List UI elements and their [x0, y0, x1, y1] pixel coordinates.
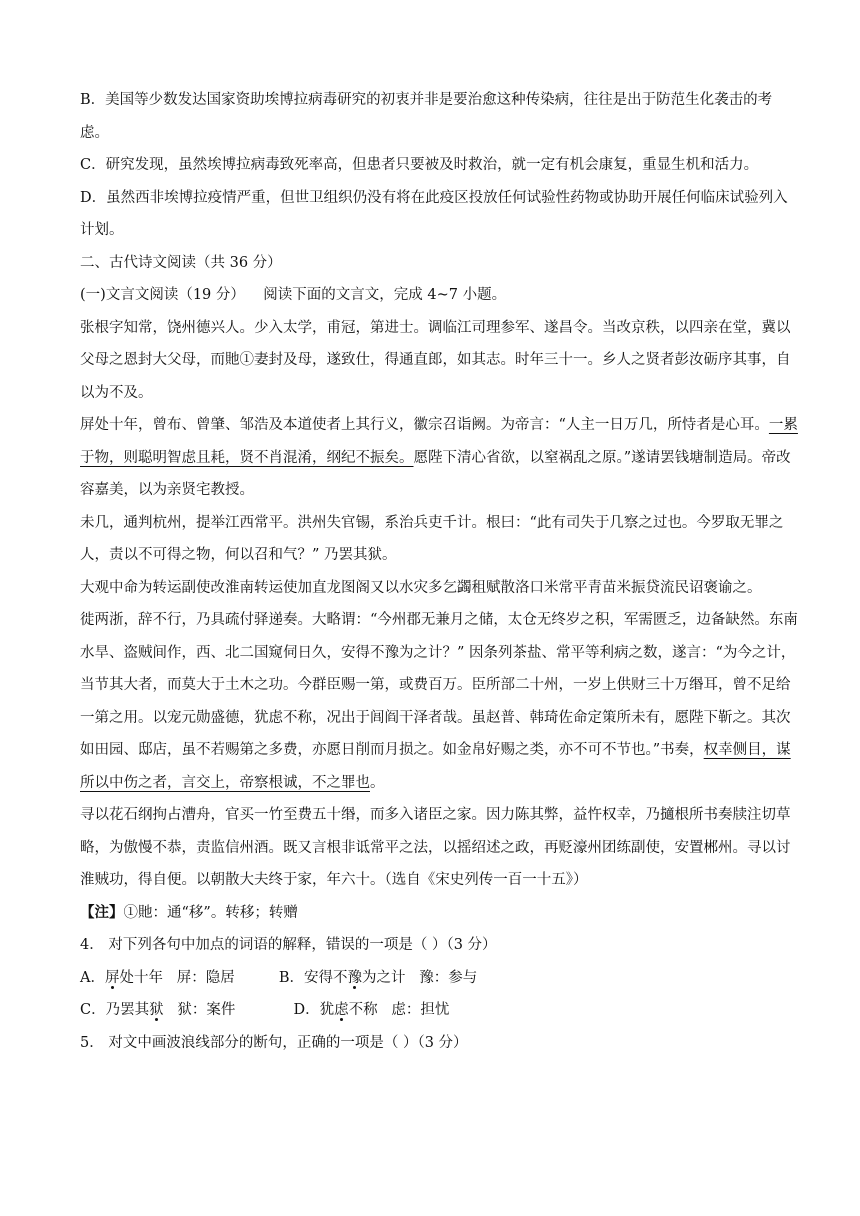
passage-text: 愿陛下清心省欲，以窒祸乱之原。”遂请罢钱塘制造局。帝改容嘉美，以为亲贤宅教授。	[80, 449, 791, 498]
passage-paragraph-4: 大观中命为转运副使改淮南转运使加直龙图阁又以水灾多乞蠲租赋散洛口米常平青苗米振贷流民诏褒谕之。	[80, 579, 762, 596]
footnote	[80, 897, 800, 930]
option-b: B．美国等少数发达国家资助埃博拉病毒研究的初衷并非是要治愈这种传染病，往往是出于防范生化袭击的考虑。	[80, 92, 773, 141]
dotted-char: 狱	[149, 1002, 164, 1018]
passage-text: 。	[370, 774, 385, 791]
underlined-sentence: 权幸侧目，谋所以中伤之者，言交上，帝察根诚，不之罪也	[80, 742, 791, 791]
dotted-char: 虑	[334, 1002, 349, 1018]
option-c-prefix: C．乃罢其	[80, 1002, 150, 1018]
passage-paragraph-3: 未几，通判杭州，提举江西常平。洪州失官锡，系治兵吏千计。根曰：“此有司失于几察之过也。今罗取无罪之人，责以不可得之物，何以召和气？” 乃罢其狱。	[80, 514, 784, 563]
passage-paragraph-5	[80, 604, 800, 799]
option-d-prefix: D．犹	[293, 1002, 335, 1018]
question-5-stem: 5． 对文中画波浪线部分的断句，正确的一项是（ ）（3 分）	[80, 1034, 468, 1051]
passage-text: 徙两浙，辞不行，乃具疏付驿递奏。大略谓：“今州郡无兼月之储，太仓无终岁之积，军需匮乏，边备缺然。东南水旱、盗贼间作，西、北二国窥伺日久，安得不豫为之计？” 因条列茶盐、常平等利病之数，遂言：“为今之计，当节其大者，而莫大于土木之功。今群臣赐一第，或费百万。臣所部二十州，一岁上供财三十万缗耳，曾不足给一第之用。以宠元勋盛德，犹虑不称，况出于闾阎干泽者哉。虽赵普、韩琦佐命定策所未有，愿陛下靳之。其次如田园、邸店，虽不若赐第之多费，亦愿日削而月损之。如金帛好赐之类，亦不可不节也。”书奏，	[80, 612, 798, 758]
option-b-prefix: B．安得不	[278, 969, 348, 986]
underlined-sentence: 一累于物，则聪明智虑且耗，贤不肖混淆，纲纪不振矣。	[80, 417, 798, 466]
passage-text: 屏处十年，曾布、曾肇、邹浩及本道使者上其行义，徽宗召诣阙。为帝言：“人主一日万几，所恃者是心耳。	[80, 417, 769, 433]
dotted-char: 豫	[347, 969, 362, 986]
question-4-options-cd	[80, 994, 800, 1027]
document-page	[80, 84, 800, 1059]
section-title: 二、古代诗文阅读（共 36 分）	[80, 254, 282, 271]
passage-paragraph-6: 寻以花石纲拘占漕舟，官买一竹至费五十缗，而多入诸臣之家。因力陈其弊，益忤权幸，乃擿根所书奏牍注切草略，为傲慢不恭，责监信州酒。既又言根非诋常平之法，以摇绍述之政，再贬濠州团练副使，安置郴州。寻以讨淮贼功，得自便。以朝散大夫终于家，年六十。（选自《宋史列传一百一十五》）	[80, 807, 791, 888]
footnote-label: 【注】	[80, 903, 124, 921]
passage-paragraph-1: 张根字知常，饶州德兴人。少入太学，甫冠，第进士。调临江司理参军、遂昌令。当改京秩，以四亲在堂，冀以父母之恩封大父母，而貤①妻封及母，遂致仕，得通直郎，如其志。时年三十一。乡人之贤者彭汝砺序其事，自以为不及。	[80, 319, 791, 401]
passage-paragraph-2	[80, 409, 800, 507]
section-subtitle: (一)文言文阅读（19 分） 阅读下面的文言文，完成 4~7 小题。	[80, 287, 507, 303]
option-d-text: 不称 虑：担忧	[348, 1002, 450, 1018]
option-b-text: 为之计 豫：参与	[361, 969, 478, 986]
question-4-stem: 4． 对下列各句中加点的词语的解释，错误的一项是（ ）（3 分）	[80, 937, 497, 953]
option-c: C．研究发现，虽然埃博拉病毒致死率高，但患者只要被及时救治，就一定有机会康复，重显生机和活力。	[80, 157, 759, 173]
option-d: D．虽然西非埃博拉疫情严重，但世卫组织仍没有将在此疫区投放任何试验性药物或协助开展任何临床试验列入计划。	[80, 189, 788, 238]
option-a-text: 处十年 屏：隐居	[119, 969, 235, 986]
question-4-options-ab	[80, 962, 800, 995]
option-a-prefix: A．	[80, 969, 105, 986]
footnote-text: ①貤：通“移”。转移；转赠	[123, 904, 298, 921]
dotted-char: 屏	[104, 969, 120, 986]
option-c-text: 狱：案件	[163, 1002, 236, 1018]
